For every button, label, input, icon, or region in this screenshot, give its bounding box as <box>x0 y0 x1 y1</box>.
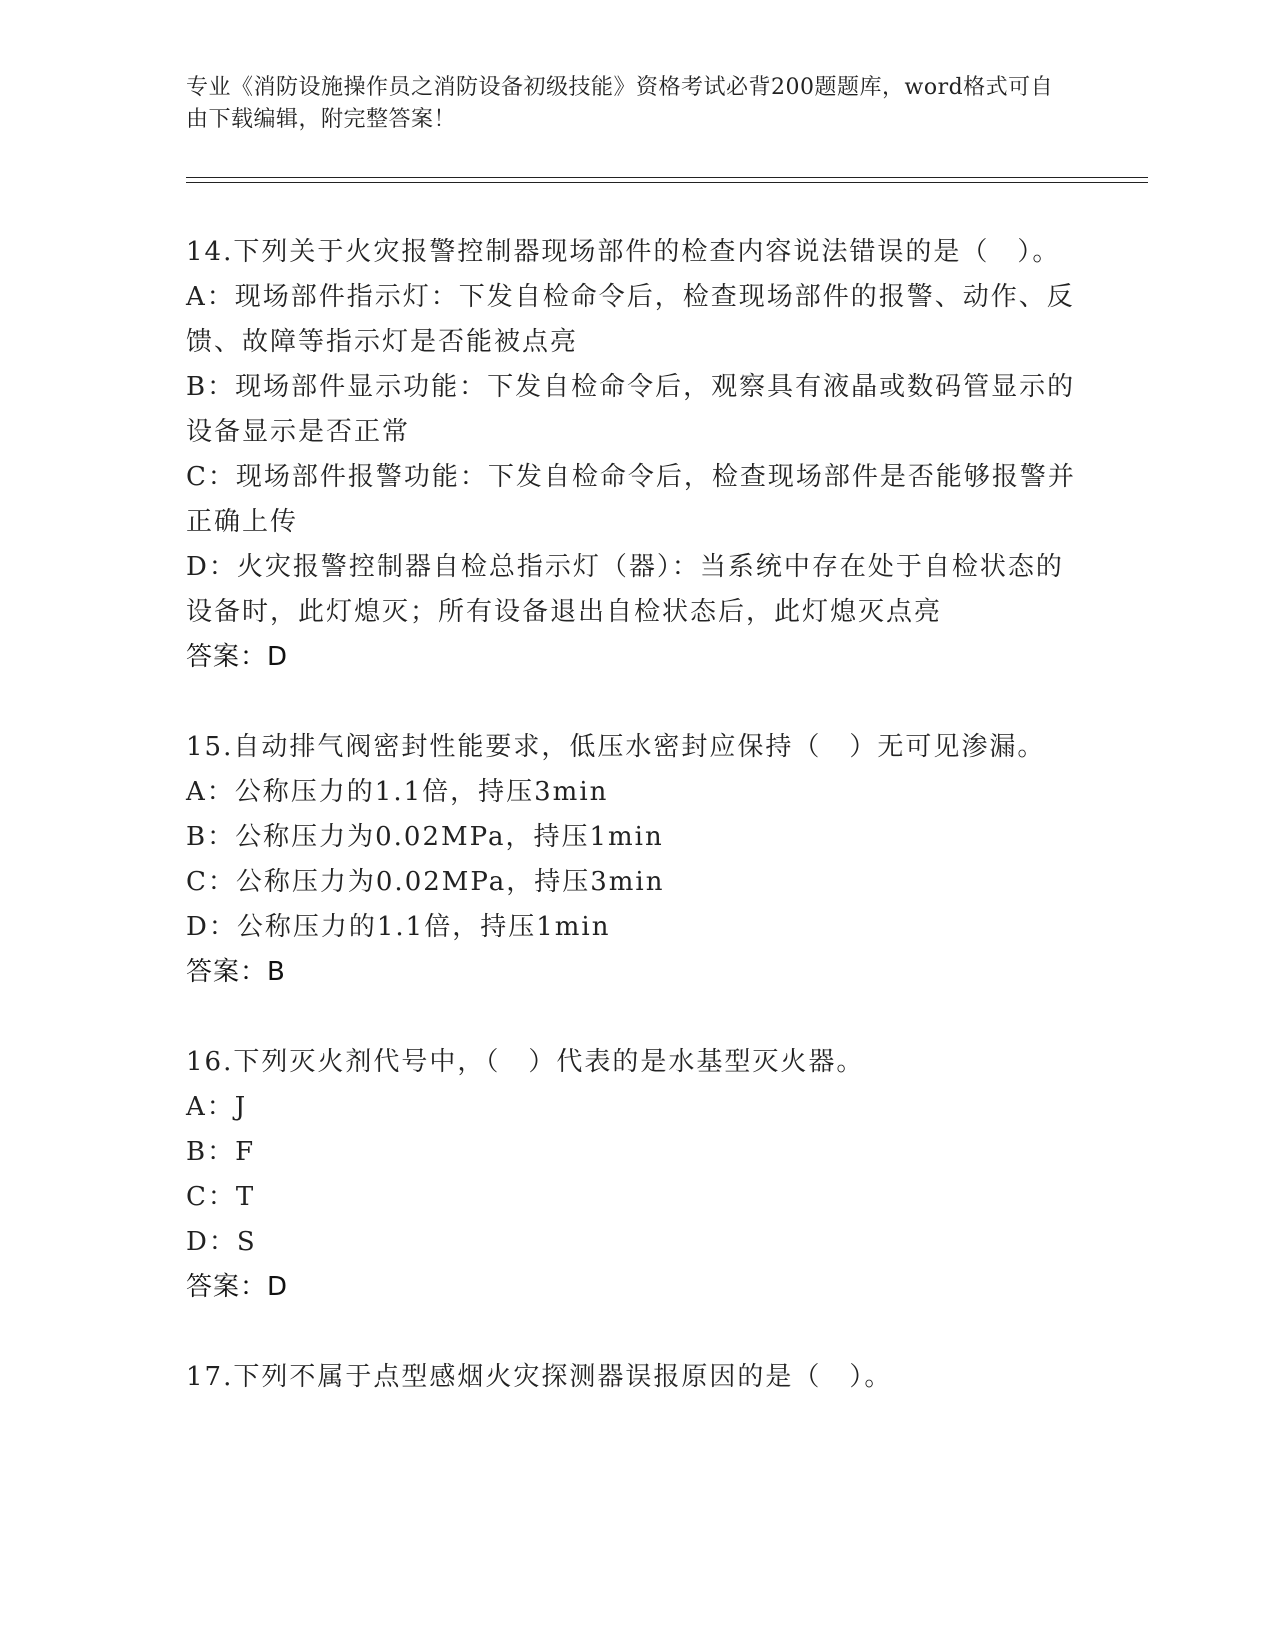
option-d: D：火灾报警控制器自检总指示灯（器）：当系统中存在处于自检状态的设备时，此灯熄灭；所有设备退出自检状态后，此灯熄灭点亮 <box>186 552 1064 627</box>
question-15 <box>186 725 1086 995</box>
header-rule-bottom <box>186 182 1148 183</box>
question-17 <box>186 1355 1086 1400</box>
question-stem: 17.下列不属于点型感烟火灾探测器误报原因的是（ ）。 <box>186 1362 893 1392</box>
option-d: D：公称压力的1.1倍，持压1min <box>186 912 611 942</box>
question-stem: 14.下列关于火灾报警控制器现场部件的检查内容说法错误的是（ ）。 <box>186 237 1061 267</box>
option-a: A：J <box>186 1092 248 1122</box>
option-c: C：T <box>186 1182 256 1212</box>
option-c: C：公称压力为0.02MPa，持压3min <box>186 867 665 897</box>
option-a: A：公称压力的1.1倍，持压3min <box>186 777 609 807</box>
answer-label: 答案：B <box>186 957 286 987</box>
page-header: 专业《消防设施操作员之消防设备初级技能》资格考试必背200题题库，word格式可自由下载编辑，附完整答案！ <box>186 75 1054 132</box>
question-list <box>186 230 1086 1445</box>
question-stem: 16.下列灭火剂代号中，（ ）代表的是水基型灭火器。 <box>186 1047 865 1077</box>
question-14 <box>186 230 1086 680</box>
header-rule-top <box>186 177 1148 178</box>
option-a: A：现场部件指示灯：下发自检命令后，检查现场部件的报警、动作、反馈、故障等指示灯是否能被点亮 <box>186 282 1075 357</box>
option-b: B：现场部件显示功能：下发自检命令后，观察具有液晶或数码管显示的设备显示是否正常 <box>186 372 1076 447</box>
option-c: C：现场部件报警功能：下发自检命令后，检查现场部件是否能够报警并正确上传 <box>186 462 1076 537</box>
answer-label: 答案：D <box>186 642 289 672</box>
answer-label: 答案：D <box>186 1272 289 1302</box>
option-d: D：S <box>186 1227 257 1257</box>
question-16 <box>186 1040 1086 1310</box>
question-stem: 15.自动排气阀密封性能要求，低压水密封应保持（ ）无可见渗漏。 <box>186 732 1046 762</box>
option-b: B：公称压力为0.02MPa，持压1min <box>186 822 664 852</box>
option-b: B：F <box>186 1137 256 1167</box>
